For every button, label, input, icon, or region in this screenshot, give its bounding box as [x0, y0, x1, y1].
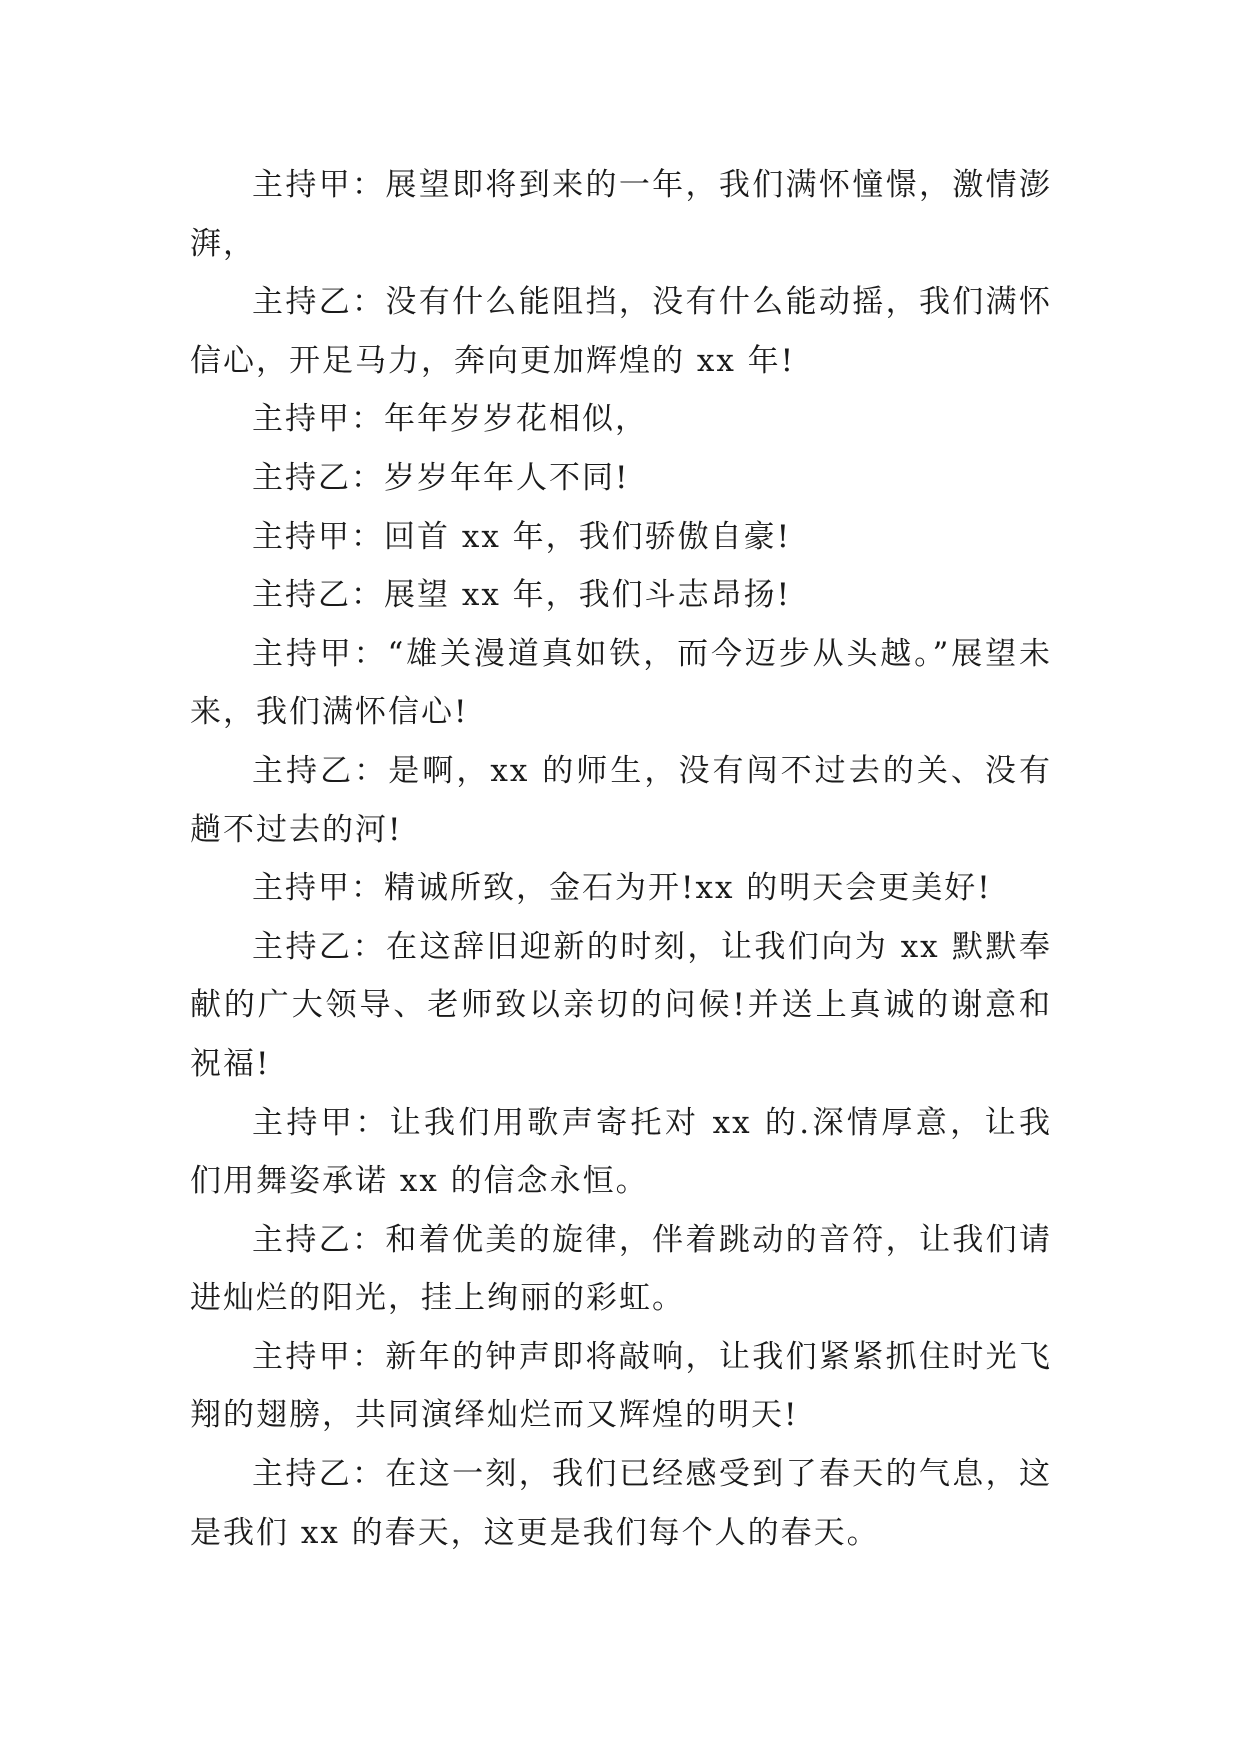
dialogue-paragraph: 主持乙：展望 xx 年，我们斗志昂扬! [252, 577, 792, 614]
dialogue-paragraph: 主持乙：岁岁年年人不同! [252, 459, 630, 496]
dialogue-paragraph: 主持乙：没有什么能阻挡，没有什么能动摇，我们满怀信心，开足马力，奔向更加辉煌的 xx 年! [190, 284, 1052, 379]
dialogue-paragraph: 主持甲：回首 xx 年，我们骄傲自豪! [252, 518, 792, 555]
dialogue-paragraph: 主持乙：在这一刻，我们已经感受到了春天的气息，这是我们 xx 的春天，这更是我们每个人的春天。 [190, 1456, 1052, 1551]
dialogue-paragraph: 主持甲：让我们用歌声寄托对 xx 的.深情厚意，让我们用舞姿承诺 xx 的信念永恒。 [190, 1104, 1052, 1200]
dialogue-paragraph: 主持甲：精诚所致，金石为开!xx 的明天会更美好! [252, 870, 992, 907]
dialogue-paragraph: 主持甲：展望即将到来的一年，我们满怀憧憬，激情澎湃， [190, 167, 1052, 262]
document-page [190, 156, 1052, 1562]
dialogue-paragraph: 主持乙：是啊，xx 的师生，没有闯不过去的关、没有趟不过去的河! [190, 752, 1052, 848]
dialogue-paragraph: 主持乙：在这辞旧迎新的时刻，让我们向为 xx 默默奉献的广大领导、老师致以亲切的问候!并送上真诚的谢意和祝福! [190, 928, 1052, 1082]
dialogue-paragraph: 主持甲：“雄关漫道真如铁，而今迈步从头越。”展望未来，我们满怀信心! [190, 635, 1052, 731]
dialogue-paragraph: 主持乙：和着优美的旋律，伴着跳动的音符，让我们请进灿烂的阳光，挂上绚丽的彩虹。 [190, 1221, 1052, 1317]
dialogue-paragraph: 主持甲：新年的钟声即将敲响，让我们紧紧抓住时光飞翔的翅膀，共同演绎灿烂而又辉煌的明天! [190, 1338, 1052, 1434]
dialogue-paragraph: 主持甲：年年岁岁花相似， [252, 401, 648, 438]
